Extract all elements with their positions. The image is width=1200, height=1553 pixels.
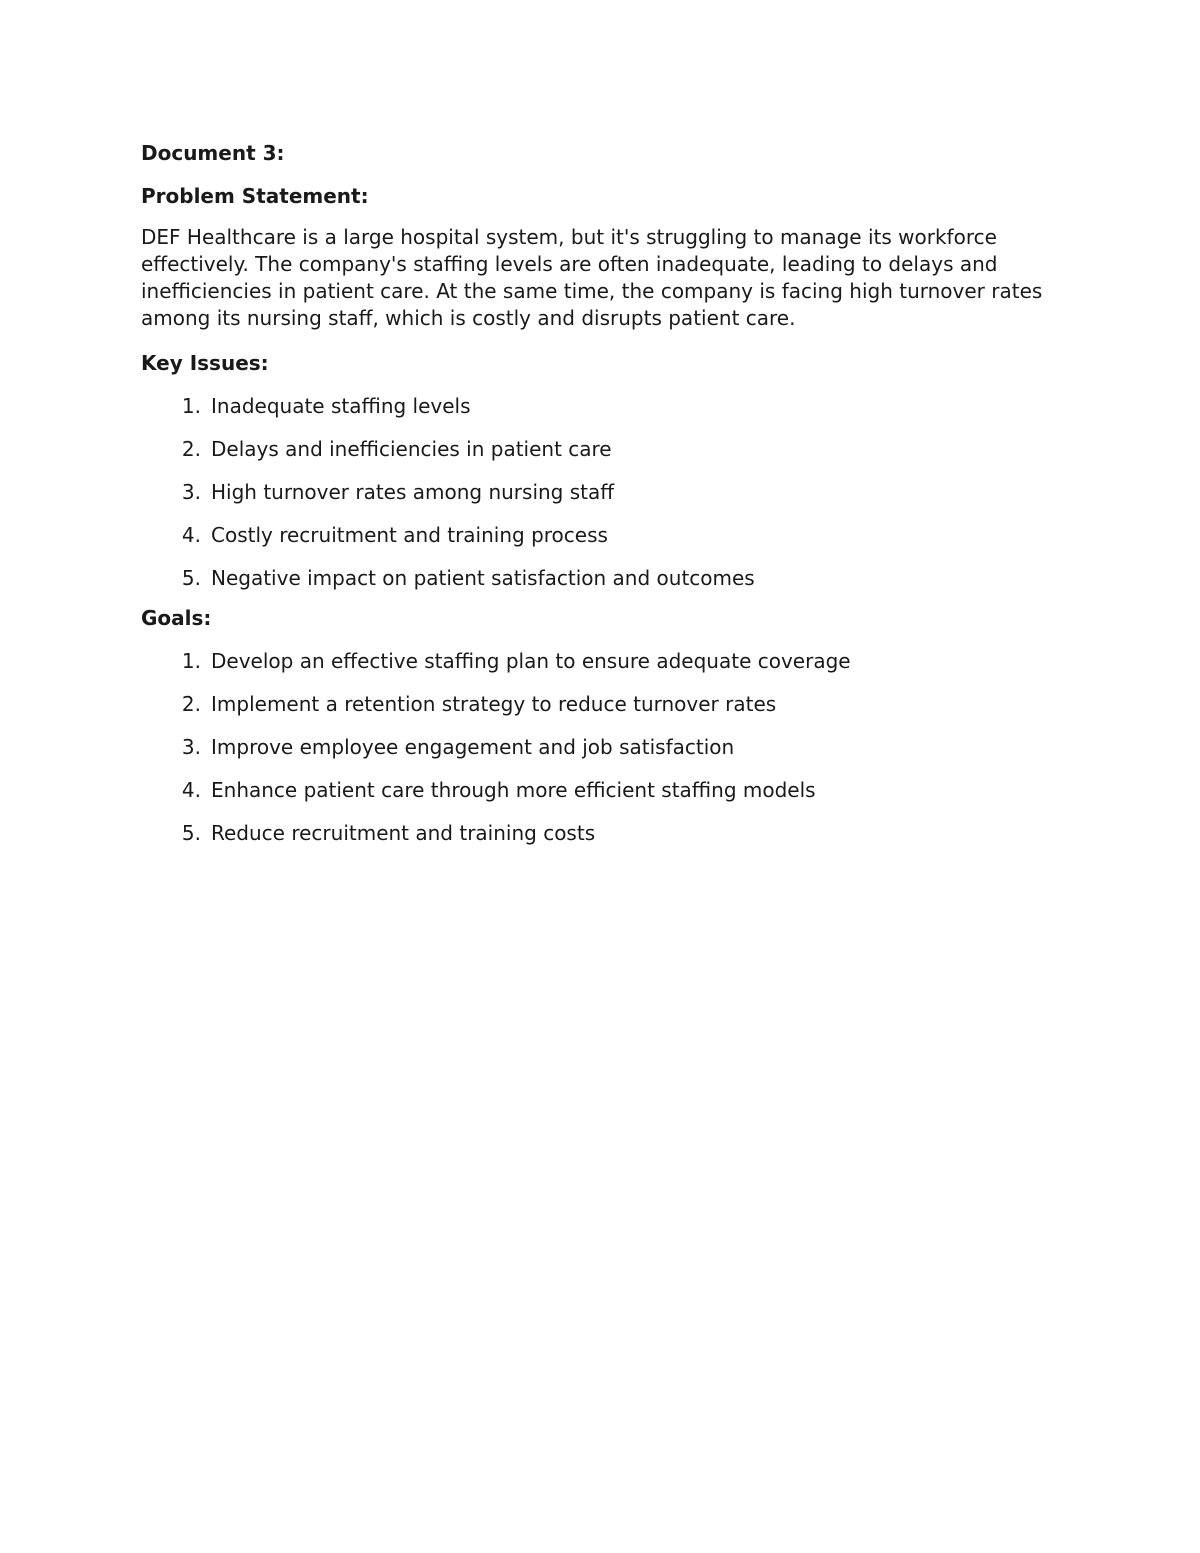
list-item	[141, 563, 1061, 593]
list-item-text: Enhance patient care through more efficient staffing models	[211, 778, 816, 802]
list-item-number: 4.	[181, 778, 201, 802]
goals-heading: Goals:	[141, 606, 212, 630]
list-item-text: High turnover rates among nursing staff	[211, 480, 615, 504]
list-item-number: 3.	[181, 480, 201, 504]
list-item-number: 1.	[181, 394, 201, 418]
list-item	[141, 477, 1061, 507]
list-item	[141, 520, 1061, 550]
list-item-text: Inadequate staffing levels	[211, 394, 471, 418]
list-item-number: 2.	[181, 692, 201, 716]
list-item	[141, 689, 1061, 719]
list-item-text: Delays and inefficiencies in patient care	[211, 437, 612, 461]
list-item	[141, 391, 1061, 421]
list-item-text: Develop an effective staffing plan to ensure adequate coverage	[211, 649, 851, 673]
list-item-text: Implement a retention strategy to reduce turnover rates	[211, 692, 777, 716]
document-title: Document 3:	[141, 141, 285, 165]
list-item-number: 3.	[181, 735, 201, 759]
list-item-number: 4.	[181, 523, 201, 547]
problem-statement-text: DEF Healthcare is a large hospital system, but it's struggling to manage its workforce effectively. The company's staffing levels are often inadequate, leading to delays and inefficiencies in patient care. At the same time, the company is facing high turnover rates among its nursing staff, which is costly and disrupts patient care.	[141, 225, 1043, 330]
list-item	[141, 646, 1061, 676]
list-item	[141, 434, 1061, 464]
list-item-text: Improve employee engagement and job satisfaction	[211, 735, 735, 759]
document-page	[141, 138, 1061, 858]
list-item-number: 5.	[181, 821, 201, 845]
list-item-number: 2.	[181, 437, 201, 461]
list-item-number: 1.	[181, 649, 201, 673]
list-item-text: Reduce recruitment and training costs	[211, 821, 596, 845]
key-issues-list	[141, 391, 1061, 593]
problem-statement-heading: Problem Statement:	[141, 184, 369, 208]
list-item	[141, 818, 1061, 848]
key-issues-heading: Key Issues:	[141, 351, 269, 375]
list-item	[141, 775, 1061, 805]
list-item-text: Negative impact on patient satisfaction and outcomes	[211, 566, 755, 590]
list-item-text: Costly recruitment and training process	[211, 523, 608, 547]
list-item-number: 5.	[181, 566, 201, 590]
list-item	[141, 732, 1061, 762]
goals-list	[141, 646, 1061, 848]
